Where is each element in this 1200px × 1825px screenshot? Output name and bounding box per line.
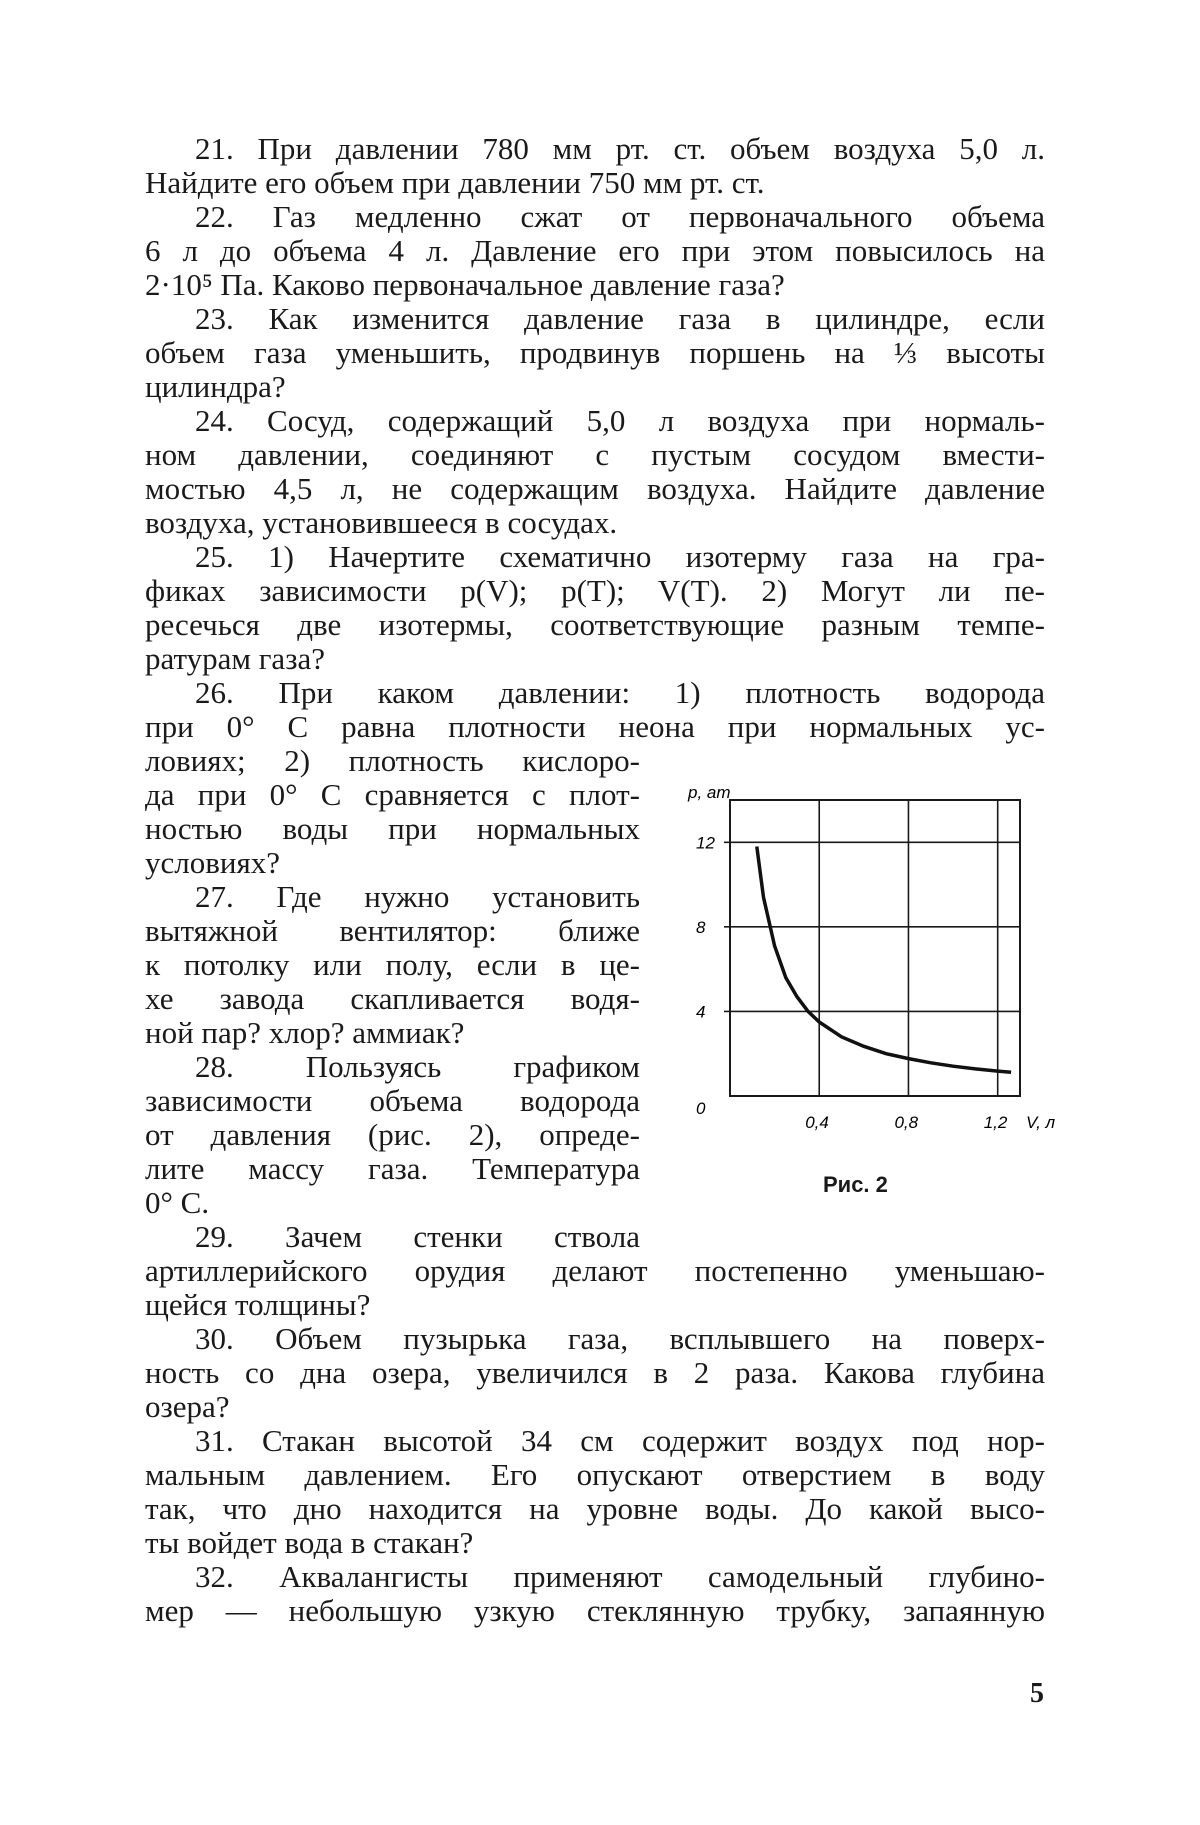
text-line: 6 л до объема 4 л. Давление его при этом повысилось на bbox=[145, 233, 1045, 268]
text-line: вытяжной вентилятор: ближе bbox=[145, 913, 640, 948]
text-line: 31. Стакан высотой 34 см содержит воздух под нор- bbox=[195, 1423, 1045, 1458]
x-tick-label: 0,8 bbox=[894, 1113, 919, 1132]
x-axis-label: V, л bbox=[1026, 1113, 1056, 1132]
figure-caption: Рис. 2 bbox=[823, 1172, 888, 1197]
text-line: 23. Как изменится давление газа в цилиндре, если bbox=[195, 301, 1045, 336]
text-line: при 0° С равна плотности неона при нормальных ус- bbox=[145, 709, 1045, 744]
text-line: цилиндра? bbox=[145, 369, 286, 404]
text-line: зависимости объема водорода bbox=[145, 1083, 640, 1118]
text-line: ном давлении, соединяют с пустым сосудом вмести- bbox=[145, 437, 1045, 472]
text-line: щейся толщины? bbox=[145, 1287, 371, 1322]
text-line: лите массу газа. Температура bbox=[145, 1151, 640, 1186]
x-tick-label: 1,2 bbox=[983, 1113, 1008, 1132]
text-line: ной пар? хлор? аммиак? bbox=[145, 1015, 465, 1050]
y-axis-label: p, ат bbox=[688, 783, 731, 802]
text-line: к потолку или полу, если в це- bbox=[145, 947, 640, 982]
text-line: 2·10⁵ Па. Каково первоначальное давление газа? bbox=[145, 267, 785, 302]
text-line: мальным давлением. Его опускают отверстием в воду bbox=[145, 1457, 1045, 1492]
text-line: 24. Сосуд, содержащий 5,0 л воздуха при нормаль- bbox=[195, 403, 1045, 438]
isotherm-curve bbox=[757, 847, 1011, 1073]
text-line: озера? bbox=[145, 1389, 230, 1424]
text-line: мостью 4,5 л, не содержащим воздуха. Найдите давление bbox=[145, 471, 1045, 506]
text-line: да при 0° С сравняется с плот- bbox=[145, 777, 640, 812]
text-line: так, что дно находится на уровне воды. До какой высо- bbox=[145, 1491, 1045, 1526]
text-line: 32. Аквалангисты применяют самодельный глубино- bbox=[195, 1559, 1045, 1594]
text-line: 29. Зачем стенки ствола bbox=[195, 1219, 640, 1254]
text-line: 21. При давлении 780 мм рт. ст. объем воздуха 5,0 л. bbox=[195, 131, 1045, 166]
text-line: условиях? bbox=[145, 845, 280, 880]
figure-chart bbox=[650, 770, 1070, 1210]
isotherm-chart bbox=[650, 770, 1070, 1210]
text-line: объем газа уменьшить, продвинув поршень на ⅓ высоты bbox=[145, 335, 1045, 370]
y-tick-label: 4 bbox=[696, 1002, 706, 1022]
text-line: 26. При каком давлении: 1) плотность водорода bbox=[195, 675, 1045, 710]
y-tick-label: 12 bbox=[696, 833, 715, 853]
text-line: от давления (рис. 2), опреде- bbox=[145, 1117, 640, 1152]
text-line: ты войдет вода в стакан? bbox=[145, 1525, 474, 1560]
page-number: 5 bbox=[1030, 1678, 1044, 1709]
y-tick-label: 0 bbox=[696, 1099, 706, 1118]
text-line: хе завода скапливается водя- bbox=[145, 981, 640, 1016]
text-line: 27. Где нужно установить bbox=[195, 879, 640, 914]
text-line: ресечься две изотермы, соответствующие разным темпе- bbox=[145, 607, 1045, 642]
text-line: 22. Газ медленно сжат от первоначального объема bbox=[195, 199, 1045, 234]
text-line: мер — небольшую узкую стеклянную трубку, запаянную bbox=[145, 1593, 1045, 1628]
text-line: ностью воды при нормальных bbox=[145, 811, 640, 846]
text-line: ность со дна озера, увеличился в 2 раза. Какова глубина bbox=[145, 1355, 1045, 1390]
text-line: артиллерийского орудия делают постепенно уменьшаю- bbox=[145, 1253, 1045, 1288]
text-line: 0° С. bbox=[145, 1185, 210, 1220]
text-line: 28. Пользуясь графиком bbox=[195, 1049, 640, 1084]
text-line: фиках зависимости p(V); p(T); V(T). 2) Могут ли пе- bbox=[145, 573, 1045, 608]
text-line: 30. Объем пузырька газа, всплывшего на поверх- bbox=[195, 1321, 1045, 1356]
y-tick-label: 8 bbox=[696, 917, 706, 937]
text-line: ловиях; 2) плотность кислоро- bbox=[145, 743, 640, 778]
text-line: воздуха, установившееся в сосудах. bbox=[145, 505, 618, 540]
x-tick-label: 0,4 bbox=[805, 1113, 829, 1132]
text-line: ратурам газа? bbox=[145, 641, 325, 676]
text-line: Найдите его объем при давлении 750 мм рт. ст. bbox=[145, 165, 765, 200]
text-line: 25. 1) Начертите схематично изотерму газа на гра- bbox=[195, 539, 1045, 574]
